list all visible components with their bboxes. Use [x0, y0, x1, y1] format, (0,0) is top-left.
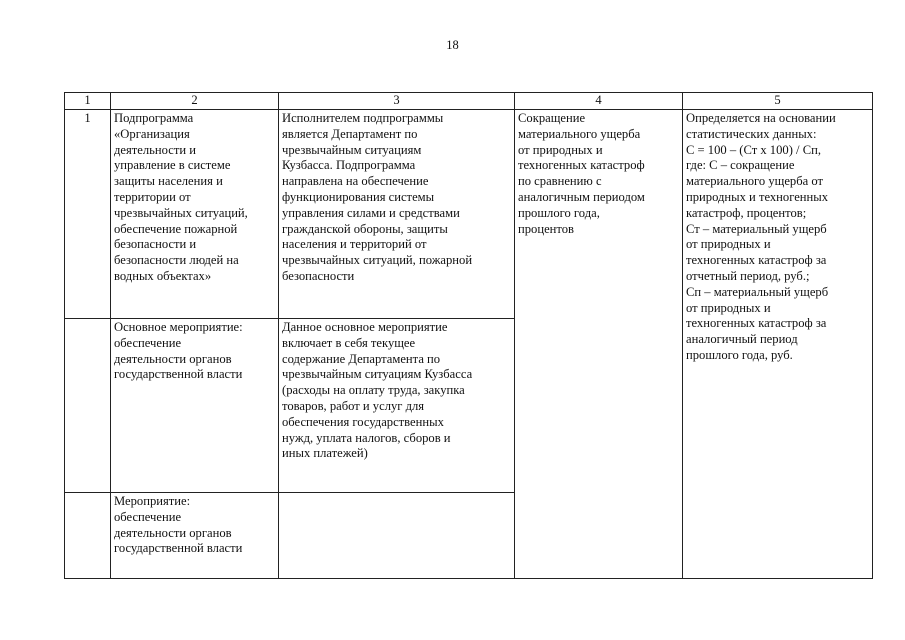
cell-line: Ст – материальный ущерб — [686, 221, 827, 236]
cell-line: иных платежей) — [282, 446, 368, 461]
cell-line: деятельности и — [114, 142, 196, 157]
cell-line: катастроф, процентов; — [686, 205, 807, 220]
cell-line: отчетный период, руб.; — [686, 268, 810, 283]
cell-line: направлена на обеспечение — [282, 174, 429, 189]
indicator-name-cell — [515, 110, 683, 579]
cell-line: техногенных катастроф за — [686, 253, 827, 268]
header-cell: 2 — [111, 93, 279, 110]
cell-line: чрезвычайных ситуаций, пожарной — [282, 253, 473, 268]
row-number-empty — [65, 319, 111, 493]
cell-line: чрезвычайным ситуациям Кузбасса — [282, 367, 473, 382]
main-activity-name-cell — [111, 319, 279, 493]
cell-line: включает в себя текущее — [282, 335, 416, 350]
cell-line: Мероприятие: — [114, 494, 191, 508]
cell-line: обеспечение — [114, 335, 182, 350]
cell-line: товаров, работ и услуг для — [282, 398, 425, 413]
cell-line: функционирования системы — [282, 189, 435, 204]
cell-line: Сокращение — [518, 111, 586, 125]
cell-line: Определяется на основании — [686, 111, 836, 125]
cell-line: техногенных катастроф за — [686, 316, 827, 331]
cell-line: обеспечение — [114, 509, 182, 524]
cell-line: безопасности — [282, 268, 355, 283]
cell-line: Кузбасса. Подпрограмма — [282, 158, 416, 173]
cell-line: обеспечения государственных — [282, 414, 444, 429]
cell-line: чрезвычайным ситуациям — [282, 142, 422, 157]
cell-line: статистических данных: — [686, 126, 817, 141]
cell-line: техногенных катастроф — [518, 158, 645, 173]
cell-line: «Организация — [114, 126, 190, 141]
cell-line: материального ущерба — [518, 126, 641, 141]
cell-line: обеспечение пожарной — [114, 221, 238, 236]
cell-line: аналогичный период — [686, 332, 798, 347]
activity-name-cell — [111, 493, 279, 579]
cell-line: процентов — [518, 221, 574, 236]
cell-line: государственной власти — [114, 541, 243, 556]
cell-line: гражданской обороны, защиты — [282, 221, 448, 236]
activity-description-cell — [279, 493, 515, 579]
subprogram-description-cell — [279, 110, 515, 319]
header-cell: 1 — [65, 93, 111, 110]
cell-line: чрезвычайных ситуаций, — [114, 205, 248, 220]
page-number: 18 — [446, 38, 459, 52]
cell-line: С = 100 – (Ст х 100) / Сп, — [686, 142, 821, 157]
cell-line: нужд, уплата налогов, сборов и — [282, 430, 451, 445]
cell-line: аналогичным периодом — [518, 189, 645, 204]
cell-line: безопасности и — [114, 237, 197, 252]
cell-line: является Департамент по — [282, 126, 418, 141]
cell-line: прошлого года, — [518, 205, 600, 220]
row-number: 1 — [65, 110, 111, 319]
indicator-method-cell — [683, 110, 873, 579]
cell-line: содержание Департамента по — [282, 351, 441, 366]
cell-line: деятельности органов — [114, 525, 232, 540]
cell-line: от природных и — [686, 237, 771, 252]
cell-line: управления силами и средствами — [282, 205, 460, 220]
subprogram-name-cell — [111, 110, 279, 319]
cell-line: материального ущерба от — [686, 174, 823, 189]
cell-line: от природных и — [518, 142, 603, 157]
header-cell: 5 — [683, 93, 873, 110]
main-activity-description-cell — [279, 319, 515, 493]
table-header-row — [65, 93, 873, 110]
cell-line: по сравнению с — [518, 174, 602, 189]
row-number-empty — [65, 493, 111, 579]
cell-line: Подпрограмма — [114, 111, 194, 125]
header-cell: 4 — [515, 93, 683, 110]
cell-line: населения и территорий от — [282, 237, 427, 252]
cell-line: Исполнителем подпрограммы — [282, 111, 444, 125]
cell-line: защиты населения и — [114, 174, 223, 189]
cell-line: где: С – сокращение — [686, 158, 795, 173]
cell-line: природных и техногенных — [686, 189, 829, 204]
cell-line: (расходы на оплату труда, закупка — [282, 383, 465, 398]
cell-line: Данное основное мероприятие — [282, 320, 448, 334]
cell-line: Основное мероприятие: — [114, 320, 243, 334]
cell-line: государственной власти — [114, 367, 243, 382]
cell-line: Сп – материальный ущерб — [686, 284, 829, 299]
cell-line: безопасности людей на — [114, 253, 239, 268]
cell-line: управление в системе — [114, 158, 231, 173]
cell-line: водных объектах» — [114, 268, 212, 283]
cell-line: деятельности органов — [114, 351, 232, 366]
header-cell: 3 — [279, 93, 515, 110]
cell-line: территории от — [114, 189, 191, 204]
cell-line: от природных и — [686, 300, 771, 315]
table-row — [65, 110, 873, 319]
indicators-table — [64, 92, 873, 579]
cell-line: прошлого года, руб. — [686, 347, 793, 362]
